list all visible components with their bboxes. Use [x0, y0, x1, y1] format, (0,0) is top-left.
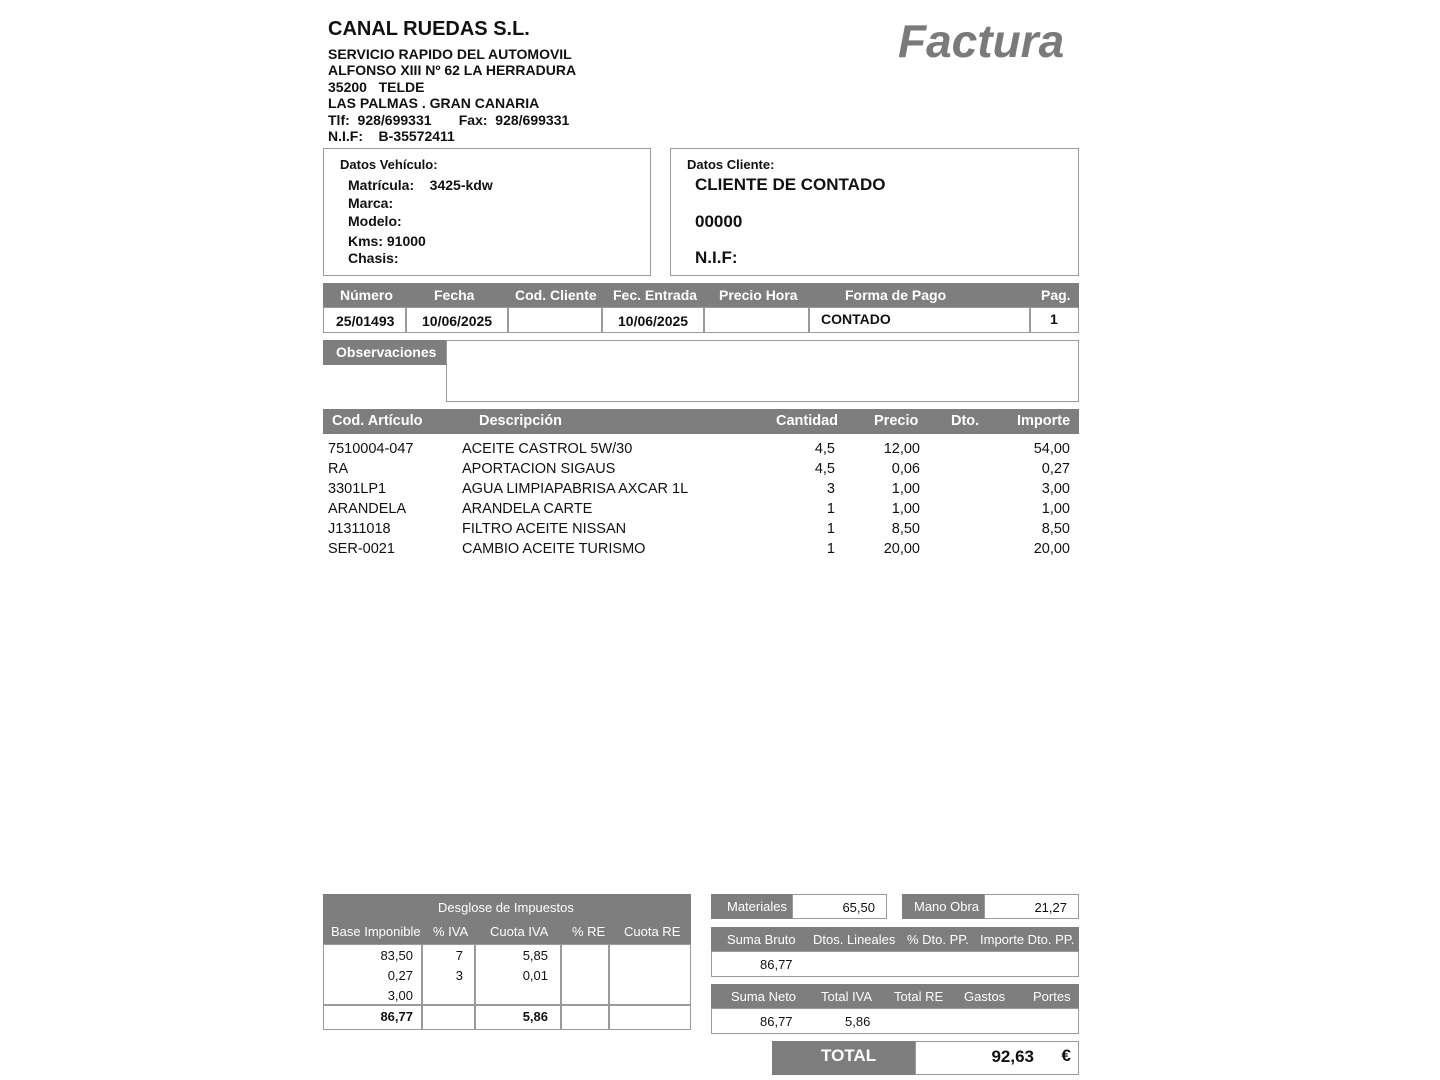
- vehicle-plate: Matrícula: 3425-kdw: [348, 177, 493, 193]
- tax-total-cuota-iva: 5,86: [522, 1009, 548, 1024]
- vehicle-data-box: [323, 148, 651, 276]
- item-importe: 8,50: [1041, 521, 1070, 537]
- document-title: Factura: [898, 15, 1065, 67]
- materiales-value-box: [792, 894, 887, 919]
- company-line-nif: N.I.F: B-35572411: [328, 128, 455, 144]
- dto-pp-label: % Dto. PP.: [907, 932, 969, 947]
- client-box-title: Datos Cliente:: [687, 157, 775, 172]
- suma-neto-header-bar: [711, 984, 1079, 1009]
- value-fecha-cell: [405, 307, 509, 333]
- importe-dto-pp-label: Importe Dto. PP.: [980, 932, 1075, 947]
- tax-cuota-iva: 0,01: [522, 968, 548, 983]
- client-data-box: [670, 148, 1079, 276]
- item-precio: 1,00: [891, 481, 920, 497]
- header-fec-entrada: Fec. Entrada: [613, 287, 698, 303]
- tax-total-divider: [323, 1004, 691, 1006]
- item-desc: ARANDELA CARTE: [462, 501, 593, 517]
- company-name: CANAL RUEDAS S.L.: [328, 18, 530, 40]
- tax-total-base: 86,77: [380, 1009, 413, 1024]
- gastos-label: Gastos: [964, 989, 1006, 1004]
- total-value: 92,63: [991, 1047, 1034, 1066]
- observaciones-label: Observaciones: [336, 344, 437, 360]
- invoice-header-bar: [323, 283, 1079, 307]
- items-header-precio: Precio: [874, 413, 919, 429]
- items-header-cod: Cod. Artículo: [332, 413, 423, 429]
- header-precio-hora: Precio Hora: [719, 287, 798, 303]
- value-fecha: 10/06/2025: [422, 313, 493, 329]
- total-re-label: Total RE: [894, 989, 944, 1004]
- total-iva-label: Total IVA: [821, 989, 873, 1004]
- tax-divider: [474, 944, 476, 1030]
- value-fec-entrada-cell: [601, 307, 705, 333]
- tax-divider: [421, 944, 423, 1030]
- value-numero-cell: [323, 307, 407, 333]
- total-value-box: [915, 1041, 1079, 1075]
- item-cod: 3301LP1: [328, 481, 387, 497]
- suma-bruto-value: 86,77: [760, 957, 793, 972]
- tax-divider: [560, 944, 562, 1030]
- mano-obra-value: 21,27: [1034, 900, 1067, 915]
- value-fec-entrada: 10/06/2025: [618, 313, 689, 329]
- tax-divider: [608, 944, 610, 1030]
- item-desc: AGUA LIMPIAPABRISA AXCAR 1L: [462, 481, 689, 497]
- item-importe: 54,00: [1033, 441, 1070, 457]
- suma-bruto-label: Suma Bruto: [727, 932, 796, 947]
- tax-body: [323, 944, 691, 1030]
- item-precio: 12,00: [883, 441, 920, 457]
- tax-base: 3,00: [387, 988, 413, 1003]
- items-header-cantidad: Cantidad: [776, 413, 839, 429]
- header-fecha: Fecha: [434, 287, 475, 303]
- item-cantidad: 1: [826, 501, 835, 517]
- tax-base: 0,27: [387, 968, 413, 983]
- tax-header-bar: [323, 894, 691, 944]
- client-name: CLIENTE DE CONTADO: [695, 175, 886, 194]
- suma-neto-label: Suma Neto: [731, 989, 797, 1004]
- suma-neto-value-box: [711, 1008, 1079, 1034]
- item-cod: 7510004-047: [328, 441, 414, 457]
- item-desc: CAMBIO ACEITE TURISMO: [462, 541, 646, 557]
- observaciones-label-bar: [323, 340, 447, 365]
- suma-bruto-value-box: [711, 951, 1079, 977]
- client-code: 00000: [695, 212, 743, 231]
- value-precio-hora-cell: [703, 307, 810, 333]
- item-desc: ACEITE CASTROL 5W/30: [462, 441, 633, 457]
- company-line-city: 35200 TELDE: [328, 79, 425, 95]
- header-cod-cliente: Cod. Cliente: [515, 287, 597, 303]
- tax-header-base: Base Imponible: [331, 924, 421, 939]
- header-numero: Número: [340, 287, 393, 303]
- items-header-desc: Descripción: [479, 413, 562, 429]
- item-importe: 3,00: [1041, 481, 1070, 497]
- items-header-bar: [323, 409, 1079, 434]
- materiales-label-bar: [711, 894, 793, 919]
- tax-header-cuota-iva: Cuota IVA: [490, 924, 549, 939]
- value-pag: 1: [1050, 311, 1058, 327]
- materiales-label: Materiales: [727, 899, 787, 914]
- vehicle-model: Modelo:: [348, 213, 402, 229]
- item-cod: SER-0021: [328, 541, 395, 557]
- item-importe: 20,00: [1033, 541, 1070, 557]
- mano-obra-label: Mano Obra: [914, 899, 980, 914]
- header-pag: Pag.: [1041, 287, 1071, 303]
- tax-header-re: % RE: [572, 924, 606, 939]
- materiales-value: 65,50: [842, 900, 875, 915]
- client-nif: N.I.F:: [695, 248, 738, 267]
- observaciones-box: [446, 340, 1079, 402]
- tax-cuota-iva: 5,85: [522, 948, 548, 963]
- total-iva-value: 5,86: [845, 1014, 871, 1029]
- vehicle-box-title: Datos Vehículo:: [340, 157, 438, 172]
- total-label: TOTAL: [821, 1046, 877, 1065]
- item-importe: 0,27: [1041, 461, 1070, 477]
- value-cod-cliente-cell: [507, 307, 603, 333]
- item-cod: ARANDELA: [328, 501, 407, 517]
- tax-iva: 3: [455, 968, 463, 983]
- item-cantidad: 4,5: [814, 461, 835, 477]
- company-line-phone: Tlf: 928/699331 Fax: 928/699331: [328, 112, 570, 128]
- item-importe: 1,00: [1041, 501, 1070, 517]
- tax-header-cuota-re: Cuota RE: [624, 924, 681, 939]
- mano-obra-value-box: [984, 894, 1079, 919]
- item-cod: RA: [328, 461, 349, 477]
- tax-title: Desglose de Impuestos: [438, 900, 574, 915]
- items-header-importe: Importe: [1017, 413, 1071, 429]
- suma-bruto-header-bar: [711, 927, 1079, 952]
- suma-neto-value: 86,77: [760, 1014, 793, 1029]
- item-precio: 0,06: [891, 461, 920, 477]
- company-line-address: ALFONSO XIII Nº 62 LA HERRADURA: [328, 62, 577, 78]
- item-cantidad: 1: [826, 521, 835, 537]
- tax-base: 83,50: [380, 948, 413, 963]
- item-precio: 20,00: [883, 541, 920, 557]
- mano-obra-label-bar: [902, 894, 985, 919]
- item-desc: APORTACION SIGAUS: [462, 461, 616, 477]
- value-forma-pago: CONTADO: [821, 311, 891, 327]
- item-precio: 8,50: [891, 521, 920, 537]
- tax-iva: 7: [455, 948, 463, 963]
- tax-header-iva: % IVA: [433, 924, 469, 939]
- company-line-province: LAS PALMAS . GRAN CANARIA: [328, 95, 540, 111]
- vehicle-kms: Kms: 91000: [348, 233, 426, 249]
- value-numero: 25/01493: [336, 313, 395, 329]
- dtos-lineales-label: Dtos. Lineales: [813, 932, 896, 947]
- item-cantidad: 1: [826, 541, 835, 557]
- currency-symbol: €: [1061, 1046, 1071, 1065]
- item-cod: J1311018: [328, 521, 391, 537]
- vehicle-chassis: Chasis:: [348, 250, 399, 266]
- item-cantidad: 3: [826, 481, 835, 497]
- vehicle-brand: Marca:: [348, 195, 394, 211]
- item-precio: 1,00: [891, 501, 920, 517]
- company-line-service: SERVICIO RAPIDO DEL AUTOMOVIL: [328, 46, 572, 62]
- value-pag-cell: [1029, 307, 1079, 333]
- item-desc: FILTRO ACEITE NISSAN: [462, 521, 627, 537]
- header-forma-pago: Forma de Pago: [845, 287, 947, 303]
- items-header-dto: Dto.: [951, 413, 980, 429]
- item-cantidad: 4,5: [814, 441, 835, 457]
- portes-label: Portes: [1033, 989, 1071, 1004]
- total-label-bar: [772, 1041, 916, 1075]
- value-forma-pago-cell: [808, 307, 1031, 333]
